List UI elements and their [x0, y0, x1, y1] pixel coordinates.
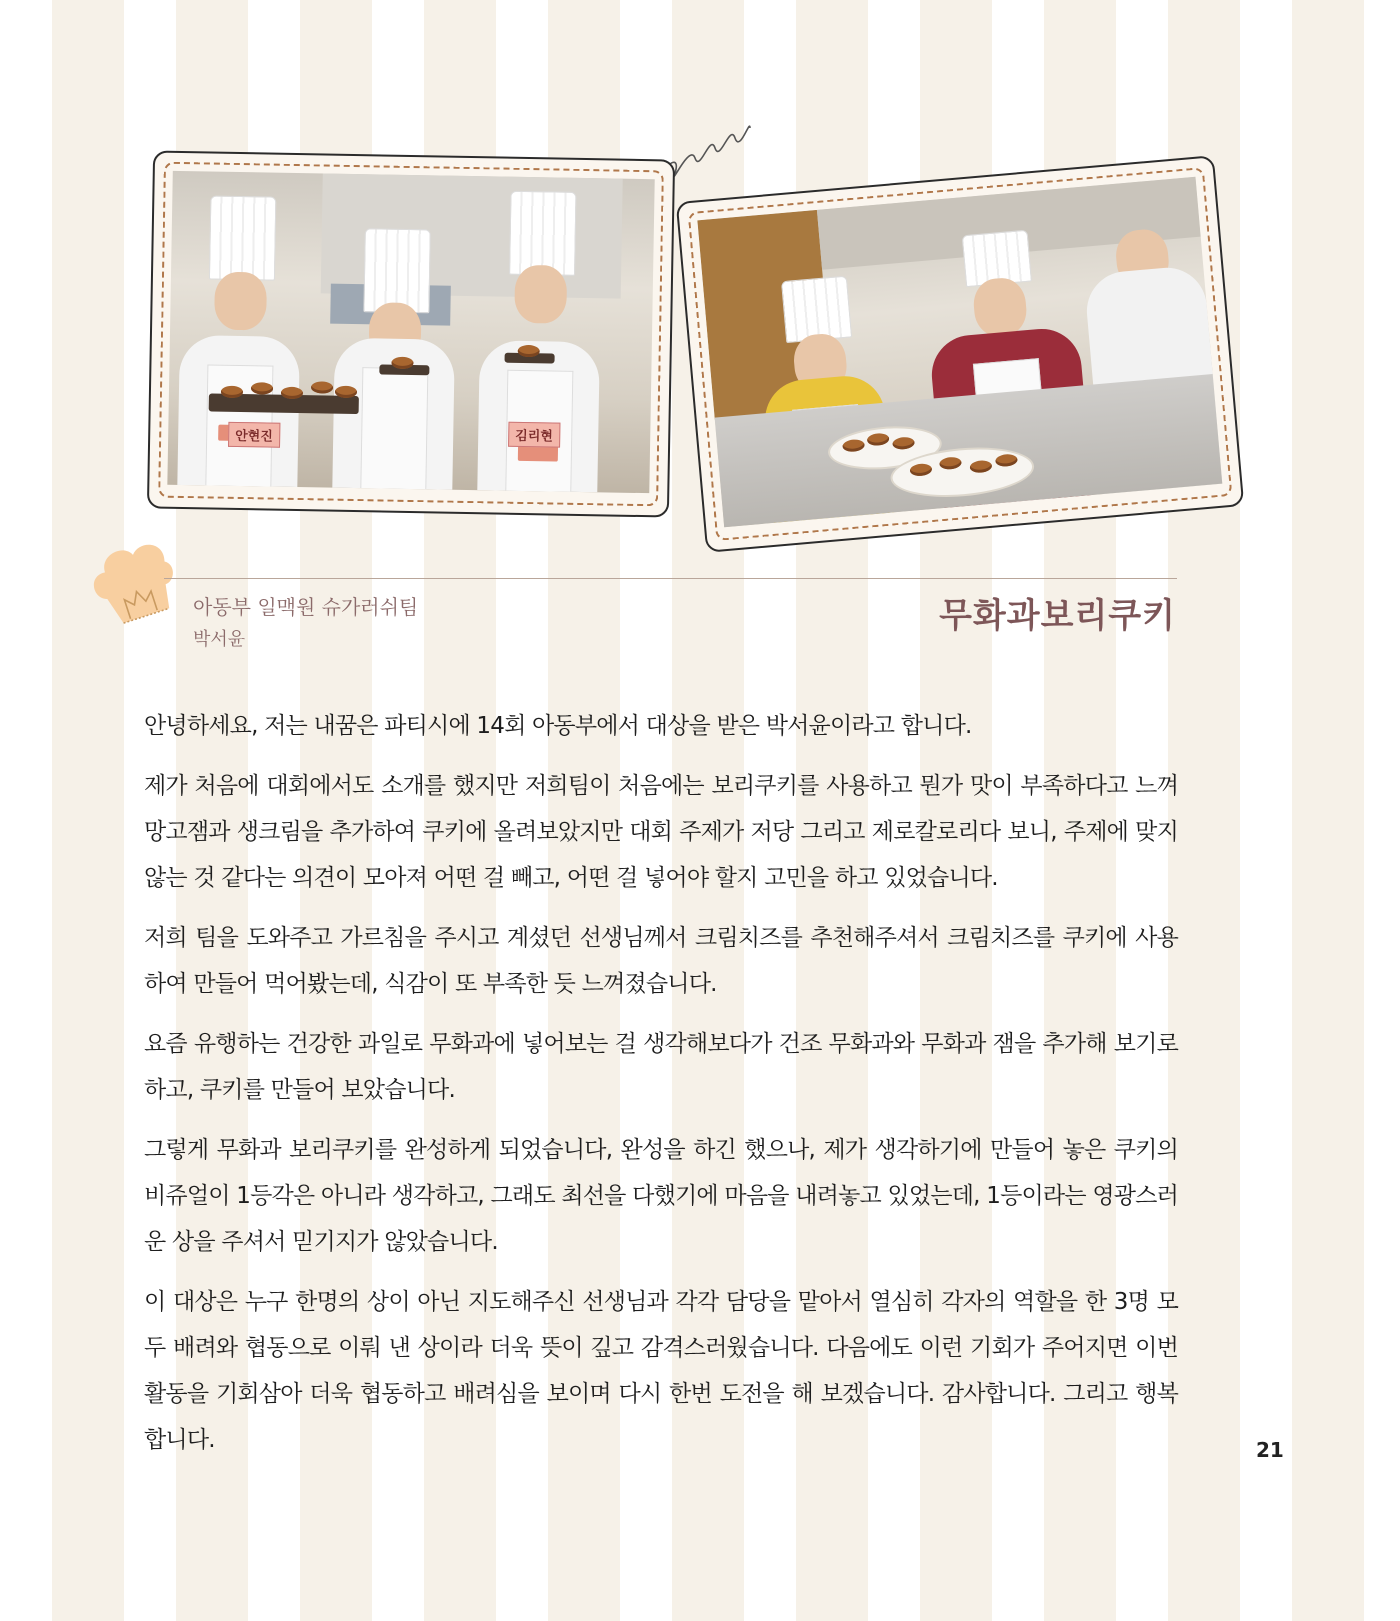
- chef-child-2: [332, 218, 457, 490]
- paragraph: 이 대상은 누구 한명의 상이 아닌 지도해주신 선생님과 각각 담당을 맡아서 열심히 각자의 역할을 한 3명 모두 배려와 협동으로 이뤄 낸 상이라 더욱 뜻이 깊고 감격스러웠습니다. 다음에도 이런 기회가 주어지면 이번 활동을 기회삼아 더욱 협동하고 배려심을 보이며 다시 한번 도전을 해 보겠습니다. 감사합니다. 그리고 행복합니다.: [144, 1289, 1178, 1453]
- page-number: 21: [1256, 1438, 1284, 1462]
- photo-kids-plating-cookies: [697, 177, 1222, 527]
- chef-hat-icon: [86, 538, 182, 630]
- paragraph: 요즘 유행하는 건강한 과일로 무화과에 넣어보는 걸 생각해보다가 건조 무화과와 무화과 잼을 추가해 보기로 하고, 쿠키를 만들어 보았습니다.: [144, 1031, 1178, 1103]
- paragraph: 그렇게 무화과 보리쿠키를 완성하게 되었습니다, 완성을 하긴 했으나, 제가 생각하기에 만들어 놓은 쿠키의 비쥬얼이 1등각은 아니라 생각하고, 그래도 최선을 다했기에 마음을 내려놓고 있었는데, 1등이라는 영광스러운 상을 주셔서 믿기지가 않았습니다.: [144, 1137, 1178, 1255]
- photo-kids-with-cookie-trays: [167, 171, 654, 493]
- author-name: 박서윤: [193, 629, 246, 650]
- header-divider: [164, 578, 1177, 579]
- paragraph: 제가 처음에 대회에서도 소개를 했지만 저희팀이 처음에는 보리쿠키를 사용하고 뭔가 맛이 부족하다고 느껴 망고잼과 생크림을 추가하여 쿠키에 올려보았지만 대회 주제가 저당 그리고 제로칼로리다 보니, 주제에 맞지 않는 것 같다는 의견이 모아져 어떤 걸 빼고, 어떤 걸 넣어야 할지 고민을 하고 있었습니다.: [144, 773, 1178, 891]
- article-body: [144, 703, 1178, 1477]
- paragraph: 안녕하세요, 저는 내꿈은 파티시에 14회 아동부에서 대상을 받은 박서윤이라고 합니다.: [144, 713, 972, 739]
- paragraph: 저희 팀을 도와주고 가르침을 주시고 계셨던 선생님께서 크림치즈를 추천해주셔서 크림치즈를 쿠키에 사용하여 만들어 먹어봤는데, 식감이 또 부족한 듯 느껴졌습니다.: [144, 925, 1178, 997]
- name-tag-1: 안현진: [228, 422, 280, 448]
- photo-frame-2: [676, 155, 1245, 553]
- team-name: 아동부 일맥원 슈가러쉬팀: [193, 595, 419, 619]
- photo-frame-1: [147, 150, 675, 517]
- article-title: 무화과보리쿠키: [939, 596, 1176, 636]
- name-tag-2: 김리현: [508, 422, 560, 448]
